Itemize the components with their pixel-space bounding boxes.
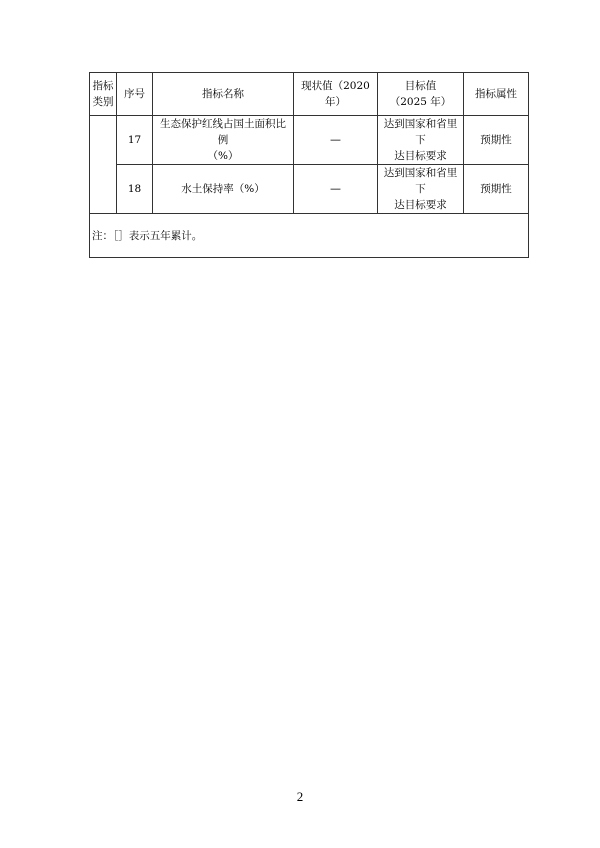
- table-row: [90, 116, 529, 165]
- table-note-row: [90, 214, 529, 258]
- table-row: [90, 165, 529, 214]
- header-category-line2: 类别: [92, 96, 114, 108]
- name-line1: 生态保护红线占国土面积比例: [160, 118, 286, 146]
- target-line2: 达目标要求: [394, 199, 447, 211]
- name-line1: 水土保持率（%）: [181, 183, 265, 195]
- attribute-cell: 预期性: [464, 116, 529, 165]
- target-line2: 达目标要求: [394, 150, 447, 162]
- header-current: 现状值（2020 年）: [294, 73, 378, 116]
- header-category-line1: 指标: [92, 80, 114, 92]
- current-cell: —: [294, 116, 378, 165]
- target-line1: 达到国家和省里下: [383, 118, 458, 146]
- name-cell: [153, 116, 294, 165]
- name-cell: [153, 165, 294, 214]
- table-header-row: [90, 73, 529, 116]
- current-cell: —: [294, 165, 378, 214]
- seq-cell: 17: [117, 116, 153, 165]
- target-cell: [378, 116, 464, 165]
- header-target-line1: 目标值: [404, 80, 437, 92]
- name-line2: （%）: [207, 150, 239, 162]
- header-target: [378, 73, 464, 116]
- page-number: 2: [296, 789, 304, 804]
- header-attribute: 指标属性: [464, 73, 529, 116]
- table-note: 注：［］表示五年累计。: [90, 214, 529, 258]
- header-target-line2: （2025 年）: [389, 96, 452, 108]
- seq-cell: 18: [117, 165, 153, 214]
- category-cell: [90, 116, 117, 214]
- target-cell: [378, 165, 464, 214]
- header-category: [90, 73, 117, 116]
- header-seq: 序号: [117, 73, 153, 116]
- attribute-cell: 预期性: [464, 165, 529, 214]
- header-name: 指标名称: [153, 73, 294, 116]
- target-line1: 达到国家和省里下: [383, 167, 458, 195]
- indicator-table: [89, 72, 529, 258]
